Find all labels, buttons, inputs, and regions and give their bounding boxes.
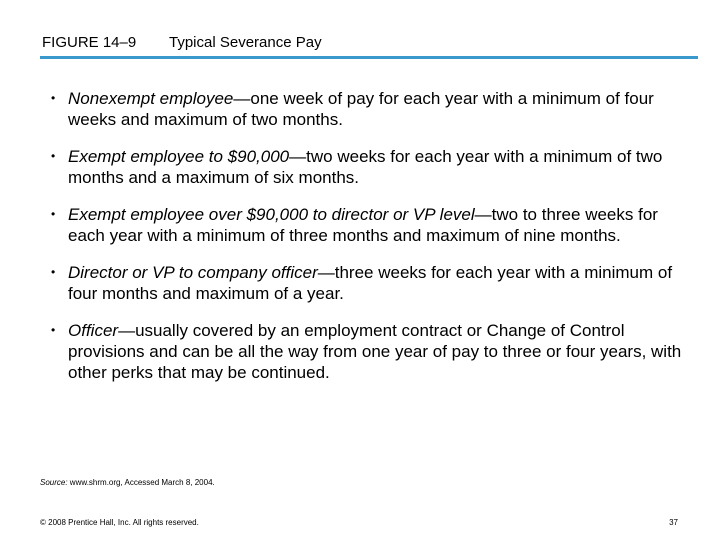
page-number: 37 [669,518,678,527]
figure-label: FIGURE 14–9 [42,34,137,51]
source-note [40,478,215,487]
source-text: www.shrm.org, Accessed March 8, 2004. [67,478,215,487]
bullet-item [40,146,698,188]
bullet-text: —two weeks for each year with a minimum of two months and a maximum of six months. [68,147,663,187]
bullet-lead: Exempt employee over $90,000 to director or VP level [68,205,475,224]
bullet-text: —usually covered by an employment contract or Change of Control provisions and can be all the way from one year of pay to three or four years, with other perks that may be continued. [68,321,682,382]
bullet-item [40,88,698,130]
bullet-lead: Officer [68,321,119,340]
bullet-lead: Nonexempt employee [68,89,234,108]
bullet-text: —one week of pay for each year with a minimum of four weeks and maximum of two months. [68,89,654,129]
copyright-notice: © 2008 Prentice Hall, Inc. All rights reserved. [40,518,199,527]
bullet-icon: • [51,91,56,105]
slide-header [42,34,322,51]
bullet-icon: • [51,207,56,221]
bullet-text: —two to three weeks for each year with a minimum of three months and maximum of nine months. [68,205,658,245]
source-label: Source: [40,478,68,487]
slide-title: Typical Severance Pay [169,34,322,51]
bullet-item [40,204,698,246]
bullet-item [40,320,698,383]
header-rule [40,56,698,59]
bullet-list [40,88,698,399]
bullet-icon: • [51,265,56,279]
bullet-text: —three weeks for each year with a minimum of four months and maximum of a year. [68,263,673,303]
bullet-icon: • [51,323,56,337]
bullet-lead: Director or VP to company officer [68,263,318,282]
bullet-lead: Exempt employee to $90,000 [68,147,290,166]
bullet-item [40,262,698,304]
bullet-icon: • [51,149,56,163]
